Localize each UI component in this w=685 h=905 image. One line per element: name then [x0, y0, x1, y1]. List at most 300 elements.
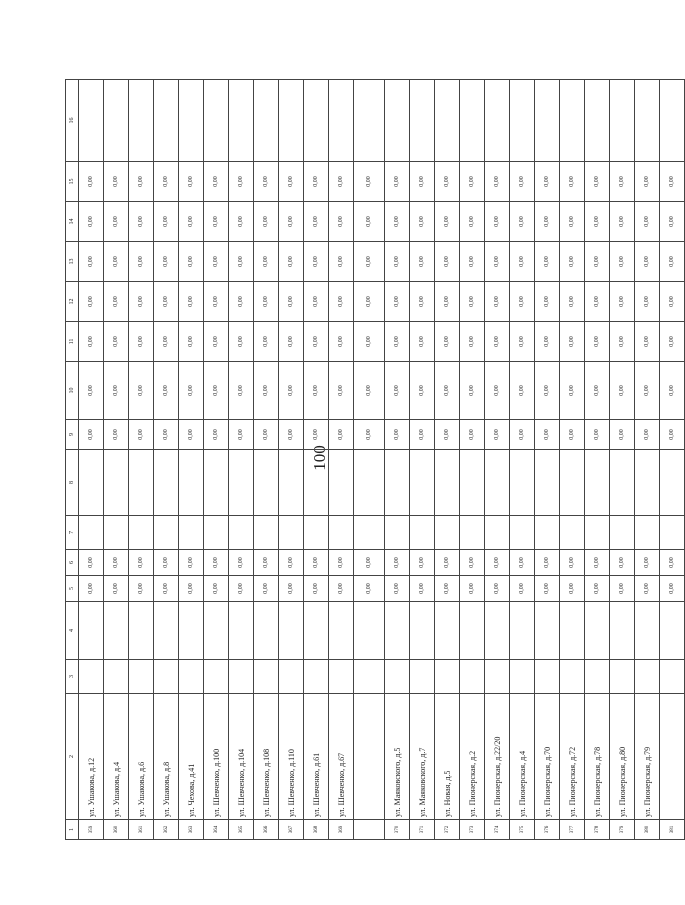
data-table — [65, 79, 685, 840]
value-cell — [354, 660, 385, 694]
column-header: 10 — [66, 362, 79, 420]
value-cell: 0,00 — [154, 322, 179, 362]
column-number-row — [66, 80, 79, 840]
value-cell — [585, 80, 610, 162]
value-cell: 0,00 — [129, 322, 154, 362]
row-number-cell: 372 — [435, 820, 460, 840]
value-cell: 0,00 — [104, 202, 129, 242]
value-cell: 0,00 — [635, 162, 660, 202]
address-cell: ул. Ушакова, д.6 — [129, 694, 154, 820]
value-cell — [485, 602, 510, 660]
value-cell: 0,00 — [229, 202, 254, 242]
row-number-cell: 359 — [79, 820, 104, 840]
value-cell — [79, 80, 104, 162]
value-cell: 0,00 — [154, 576, 179, 602]
value-cell: 0,00 — [79, 550, 104, 576]
address-cell: ул. Ушакова, д.12 — [79, 694, 104, 820]
value-cell — [460, 602, 485, 660]
value-cell — [510, 660, 535, 694]
value-cell — [304, 516, 329, 550]
row-number-cell: 379 — [610, 820, 635, 840]
value-cell: 0,00 — [385, 242, 410, 282]
value-cell: 0,00 — [410, 162, 435, 202]
address-cell: ул. Пионерская, д.4 — [510, 694, 535, 820]
value-cell: 0,00 — [354, 420, 385, 450]
value-cell: 0,00 — [254, 420, 279, 450]
value-cell: 0,00 — [435, 420, 460, 450]
value-cell — [610, 602, 635, 660]
address-cell: ул. Шевченко, д.100 — [204, 694, 229, 820]
value-cell: 0,00 — [535, 576, 560, 602]
column-header: 15 — [66, 162, 79, 202]
value-cell — [304, 602, 329, 660]
value-cell: 0,00 — [204, 322, 229, 362]
value-cell — [660, 450, 685, 516]
value-cell: 0,00 — [610, 322, 635, 362]
value-cell: 0,00 — [485, 322, 510, 362]
value-cell: 0,00 — [585, 162, 610, 202]
value-cell: 0,00 — [660, 362, 685, 420]
value-cell: 0,00 — [354, 576, 385, 602]
value-cell — [229, 80, 254, 162]
value-cell — [79, 660, 104, 694]
value-cell: 0,00 — [585, 322, 610, 362]
value-cell — [79, 516, 104, 550]
table-row — [435, 80, 460, 840]
table-row — [660, 80, 685, 840]
value-cell: 0,00 — [204, 420, 229, 450]
value-cell — [610, 516, 635, 550]
value-cell — [485, 450, 510, 516]
value-cell: 0,00 — [179, 242, 204, 282]
column-header: 3 — [66, 660, 79, 694]
address-cell: ул. Чехова, д.41 — [179, 694, 204, 820]
value-cell: 0,00 — [79, 242, 104, 282]
value-cell — [254, 660, 279, 694]
value-cell: 0,00 — [354, 242, 385, 282]
value-cell — [229, 602, 254, 660]
row-number-cell: 377 — [560, 820, 585, 840]
value-cell: 0,00 — [104, 162, 129, 202]
value-cell: 0,00 — [229, 282, 254, 322]
value-cell: 0,00 — [279, 362, 304, 420]
value-cell — [435, 660, 460, 694]
value-cell — [385, 602, 410, 660]
table-row — [329, 80, 354, 840]
value-cell: 0,00 — [79, 282, 104, 322]
value-cell: 0,00 — [179, 576, 204, 602]
row-number-cell: 371 — [410, 820, 435, 840]
value-cell: 0,00 — [560, 322, 585, 362]
value-cell — [279, 660, 304, 694]
value-cell: 0,00 — [104, 576, 129, 602]
column-header: 13 — [66, 242, 79, 282]
value-cell: 0,00 — [635, 202, 660, 242]
value-cell — [129, 80, 154, 162]
value-cell — [79, 450, 104, 516]
value-cell — [460, 80, 485, 162]
table-row — [410, 80, 435, 840]
row-number-cell: 368 — [304, 820, 329, 840]
value-cell: 0,00 — [610, 202, 635, 242]
value-cell: 0,00 — [79, 420, 104, 450]
value-cell: 0,00 — [204, 282, 229, 322]
value-cell — [660, 80, 685, 162]
value-cell: 0,00 — [460, 576, 485, 602]
row-number-cell: 367 — [279, 820, 304, 840]
value-cell: 0,00 — [535, 322, 560, 362]
value-cell: 0,00 — [229, 420, 254, 450]
value-cell — [510, 450, 535, 516]
value-cell: 0,00 — [104, 362, 129, 420]
value-cell: 0,00 — [329, 202, 354, 242]
value-cell — [585, 450, 610, 516]
column-header: 11 — [66, 322, 79, 362]
table-row — [279, 80, 304, 840]
value-cell: 0,00 — [610, 242, 635, 282]
row-number-cell: 363 — [179, 820, 204, 840]
value-cell: 0,00 — [229, 242, 254, 282]
value-cell: 0,00 — [435, 162, 460, 202]
value-cell — [385, 660, 410, 694]
row-number-cell: 361 — [129, 820, 154, 840]
value-cell: 0,00 — [304, 202, 329, 242]
value-cell: 0,00 — [660, 242, 685, 282]
value-cell — [560, 660, 585, 694]
row-number-cell: 373 — [460, 820, 485, 840]
value-cell — [229, 660, 254, 694]
value-cell: 0,00 — [535, 202, 560, 242]
table-row — [254, 80, 279, 840]
value-cell: 0,00 — [560, 362, 585, 420]
table-row — [560, 80, 585, 840]
value-cell: 0,00 — [635, 362, 660, 420]
table-body — [79, 80, 685, 840]
value-cell — [485, 80, 510, 162]
value-cell: 0,00 — [179, 362, 204, 420]
value-cell — [610, 80, 635, 162]
value-cell — [104, 80, 129, 162]
value-cell — [104, 602, 129, 660]
value-cell: 0,00 — [154, 550, 179, 576]
page-number: 100 — [310, 445, 329, 471]
value-cell: 0,00 — [410, 322, 435, 362]
value-cell: 0,00 — [435, 202, 460, 242]
value-cell — [179, 602, 204, 660]
value-cell: 0,00 — [129, 282, 154, 322]
value-cell — [535, 516, 560, 550]
value-cell — [535, 80, 560, 162]
value-cell: 0,00 — [610, 362, 635, 420]
value-cell: 0,00 — [129, 362, 154, 420]
value-cell: 0,00 — [279, 420, 304, 450]
value-cell: 0,00 — [79, 162, 104, 202]
value-cell: 0,00 — [460, 550, 485, 576]
value-cell — [435, 80, 460, 162]
value-cell: 0,00 — [435, 362, 460, 420]
value-cell: 0,00 — [485, 362, 510, 420]
value-cell: 0,00 — [435, 322, 460, 362]
value-cell: 0,00 — [354, 282, 385, 322]
value-cell: 0,00 — [154, 420, 179, 450]
value-cell — [410, 450, 435, 516]
value-cell: 0,00 — [254, 202, 279, 242]
value-cell: 0,00 — [585, 202, 610, 242]
table-row — [154, 80, 179, 840]
value-cell — [535, 660, 560, 694]
value-cell: 0,00 — [254, 322, 279, 362]
value-cell — [129, 660, 154, 694]
address-cell: ул. Шевченко, д.104 — [229, 694, 254, 820]
value-cell: 0,00 — [385, 202, 410, 242]
value-cell — [410, 80, 435, 162]
value-cell: 0,00 — [204, 162, 229, 202]
value-cell: 0,00 — [279, 202, 304, 242]
value-cell — [435, 602, 460, 660]
value-cell — [435, 450, 460, 516]
value-cell — [279, 80, 304, 162]
value-cell: 0,00 — [460, 362, 485, 420]
value-cell — [635, 516, 660, 550]
value-cell — [154, 80, 179, 162]
address-cell — [354, 694, 385, 820]
value-cell: 0,00 — [510, 362, 535, 420]
value-cell: 0,00 — [129, 550, 154, 576]
value-cell — [585, 602, 610, 660]
value-cell — [460, 516, 485, 550]
table-row — [79, 80, 104, 840]
value-cell: 0,00 — [179, 162, 204, 202]
value-cell: 0,00 — [304, 162, 329, 202]
value-cell: 0,00 — [129, 576, 154, 602]
address-cell: ул. Новая, д.5 — [435, 694, 460, 820]
value-cell: 0,00 — [254, 162, 279, 202]
value-cell: 0,00 — [329, 282, 354, 322]
table-row — [585, 80, 610, 840]
column-header: 2 — [66, 694, 79, 820]
value-cell: 0,00 — [304, 550, 329, 576]
value-cell: 0,00 — [410, 420, 435, 450]
value-cell: 0,00 — [304, 282, 329, 322]
value-cell — [560, 516, 585, 550]
value-cell: 0,00 — [660, 576, 685, 602]
value-cell: 0,00 — [129, 162, 154, 202]
value-cell — [610, 450, 635, 516]
table-row — [385, 80, 410, 840]
column-header: 6 — [66, 550, 79, 576]
value-cell: 0,00 — [154, 202, 179, 242]
value-cell: 0,00 — [154, 242, 179, 282]
value-cell — [179, 450, 204, 516]
value-cell — [354, 602, 385, 660]
row-number-cell: 374 — [485, 820, 510, 840]
value-cell: 0,00 — [610, 550, 635, 576]
value-cell: 0,00 — [279, 162, 304, 202]
value-cell: 0,00 — [204, 550, 229, 576]
address-cell — [660, 694, 685, 820]
value-cell — [435, 516, 460, 550]
value-cell — [154, 516, 179, 550]
address-cell: ул. Ушакова, д.4 — [104, 694, 129, 820]
value-cell — [79, 602, 104, 660]
value-cell — [154, 602, 179, 660]
value-cell: 0,00 — [154, 362, 179, 420]
value-cell: 0,00 — [154, 162, 179, 202]
value-cell: 0,00 — [354, 202, 385, 242]
value-cell — [104, 516, 129, 550]
address-cell: ул. Шевченко, д.110 — [279, 694, 304, 820]
value-cell: 0,00 — [560, 202, 585, 242]
value-cell: 0,00 — [129, 420, 154, 450]
value-cell — [204, 450, 229, 516]
address-cell: ул. Ушакова, д.8 — [154, 694, 179, 820]
row-number-cell: 360 — [104, 820, 129, 840]
value-cell: 0,00 — [485, 420, 510, 450]
value-cell: 0,00 — [510, 550, 535, 576]
value-cell — [635, 602, 660, 660]
value-cell: 0,00 — [435, 282, 460, 322]
value-cell: 0,00 — [660, 162, 685, 202]
value-cell: 0,00 — [585, 576, 610, 602]
value-cell — [204, 80, 229, 162]
value-cell: 0,00 — [79, 202, 104, 242]
value-cell: 0,00 — [510, 162, 535, 202]
value-cell: 0,00 — [129, 242, 154, 282]
row-number-cell: 362 — [154, 820, 179, 840]
value-cell — [204, 516, 229, 550]
value-cell: 0,00 — [254, 576, 279, 602]
value-cell: 0,00 — [460, 420, 485, 450]
value-cell: 0,00 — [179, 420, 204, 450]
column-header: 7 — [66, 516, 79, 550]
value-cell: 0,00 — [535, 420, 560, 450]
value-cell — [329, 602, 354, 660]
value-cell — [660, 660, 685, 694]
value-cell: 0,00 — [179, 202, 204, 242]
value-cell — [460, 660, 485, 694]
value-cell — [535, 450, 560, 516]
value-cell: 0,00 — [660, 550, 685, 576]
value-cell: 0,00 — [204, 362, 229, 420]
value-cell — [635, 660, 660, 694]
value-cell: 0,00 — [354, 322, 385, 362]
value-cell — [510, 602, 535, 660]
value-cell: 0,00 — [510, 202, 535, 242]
value-cell — [485, 516, 510, 550]
value-cell: 0,00 — [304, 576, 329, 602]
value-cell: 0,00 — [560, 162, 585, 202]
value-cell: 0,00 — [329, 362, 354, 420]
value-cell: 0,00 — [485, 162, 510, 202]
value-cell — [560, 450, 585, 516]
value-cell — [304, 80, 329, 162]
value-cell — [354, 450, 385, 516]
value-cell: 0,00 — [535, 550, 560, 576]
value-cell: 0,00 — [410, 362, 435, 420]
value-cell: 0,00 — [204, 242, 229, 282]
value-cell: 0,00 — [254, 550, 279, 576]
value-cell: 0,00 — [229, 550, 254, 576]
value-cell: 0,00 — [435, 550, 460, 576]
value-cell: 0,00 — [410, 242, 435, 282]
value-cell: 0,00 — [229, 362, 254, 420]
value-cell — [254, 80, 279, 162]
value-cell: 0,00 — [385, 322, 410, 362]
value-cell: 0,00 — [410, 202, 435, 242]
address-cell: ул. Пионерская, д.79 — [635, 694, 660, 820]
value-cell — [179, 660, 204, 694]
value-cell — [385, 80, 410, 162]
value-cell: 0,00 — [279, 576, 304, 602]
table-row — [535, 80, 560, 840]
row-number-cell: 370 — [385, 820, 410, 840]
value-cell: 0,00 — [485, 550, 510, 576]
value-cell: 0,00 — [510, 242, 535, 282]
value-cell: 0,00 — [385, 162, 410, 202]
value-cell: 0,00 — [535, 162, 560, 202]
value-cell — [585, 660, 610, 694]
address-cell: ул. Пионерская, д.78 — [585, 694, 610, 820]
value-cell: 0,00 — [460, 322, 485, 362]
value-cell: 0,00 — [329, 576, 354, 602]
value-cell — [254, 516, 279, 550]
value-cell: 0,00 — [610, 162, 635, 202]
value-cell — [204, 660, 229, 694]
address-cell: ул. Пионерская, д.70 — [535, 694, 560, 820]
column-header: 9 — [66, 420, 79, 450]
column-header: 5 — [66, 576, 79, 602]
value-cell — [129, 602, 154, 660]
value-cell: 0,00 — [385, 420, 410, 450]
value-cell: 0,00 — [304, 420, 329, 450]
value-cell: 0,00 — [535, 282, 560, 322]
value-cell: 0,00 — [385, 362, 410, 420]
value-cell: 0,00 — [154, 282, 179, 322]
table-row — [304, 80, 329, 840]
value-cell: 0,00 — [460, 282, 485, 322]
value-cell: 0,00 — [435, 242, 460, 282]
value-cell: 0,00 — [229, 322, 254, 362]
value-cell: 0,00 — [485, 242, 510, 282]
row-number-cell: 366 — [254, 820, 279, 840]
table-row — [354, 80, 385, 840]
table-row — [485, 80, 510, 840]
address-cell: ул. Пионерская, д.2 — [460, 694, 485, 820]
value-cell: 0,00 — [279, 242, 304, 282]
value-cell: 0,00 — [435, 576, 460, 602]
column-header: 14 — [66, 202, 79, 242]
value-cell: 0,00 — [279, 282, 304, 322]
value-cell — [254, 602, 279, 660]
value-cell — [354, 80, 385, 162]
value-cell — [585, 516, 610, 550]
value-cell — [329, 660, 354, 694]
value-cell: 0,00 — [254, 362, 279, 420]
address-cell: ул. Шевченко, д.67 — [329, 694, 354, 820]
column-header: 16 — [66, 80, 79, 162]
value-cell: 0,00 — [610, 282, 635, 322]
value-cell — [154, 660, 179, 694]
column-header: 4 — [66, 602, 79, 660]
value-cell — [279, 450, 304, 516]
value-cell: 0,00 — [304, 362, 329, 420]
row-number-cell: 378 — [585, 820, 610, 840]
value-cell: 0,00 — [460, 202, 485, 242]
value-cell: 0,00 — [79, 576, 104, 602]
value-cell: 0,00 — [560, 550, 585, 576]
row-number-cell: 364 — [204, 820, 229, 840]
value-cell: 0,00 — [635, 322, 660, 362]
